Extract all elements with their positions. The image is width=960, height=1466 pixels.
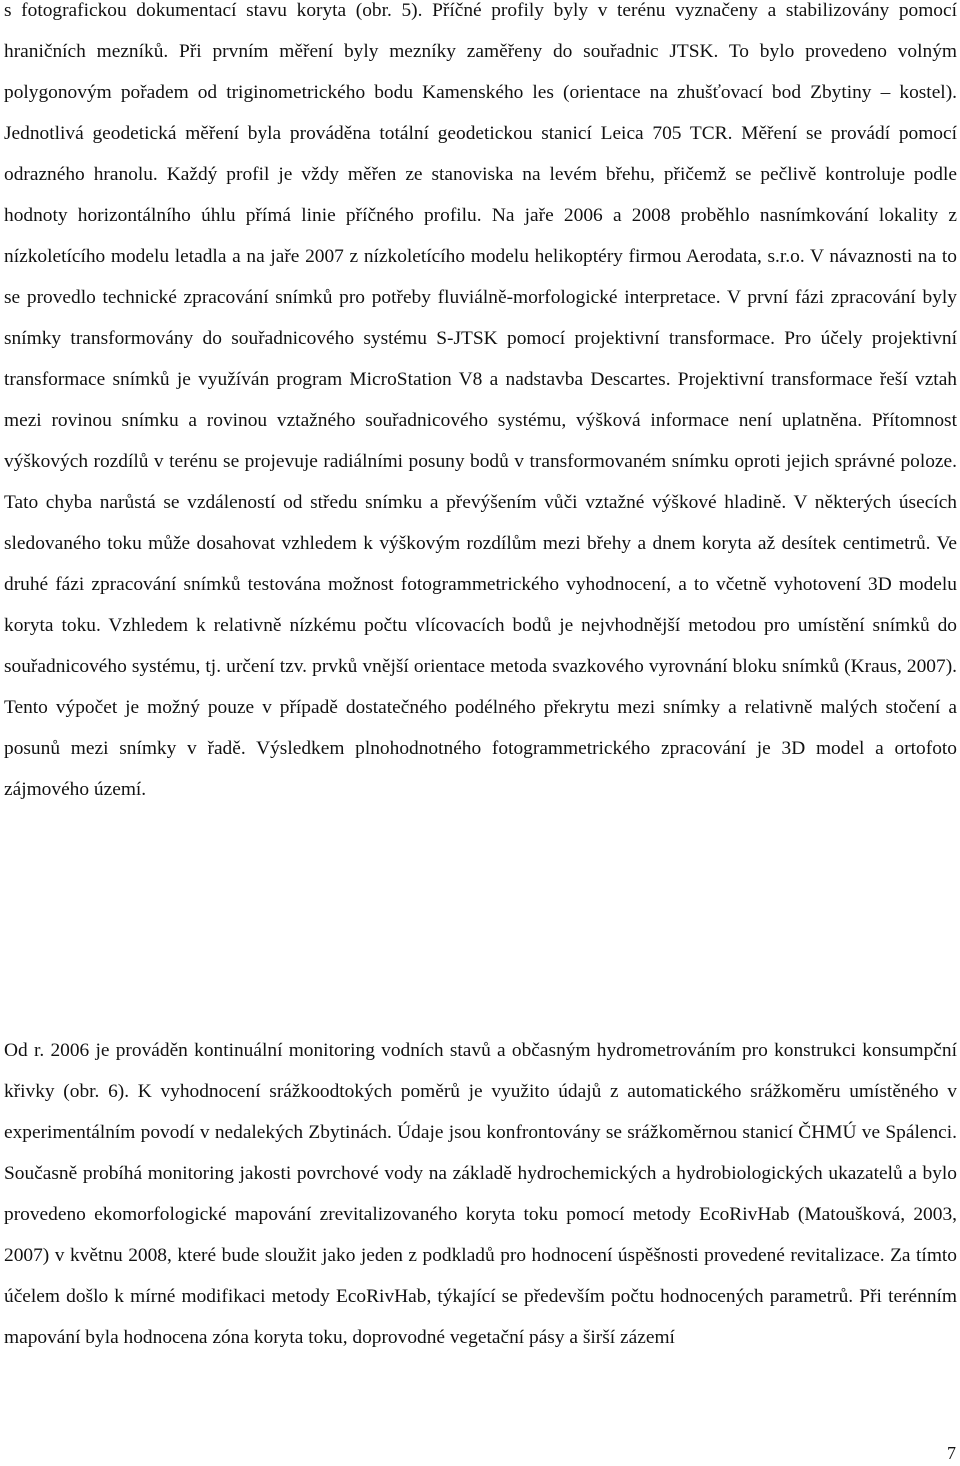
page-number: 7	[947, 1443, 956, 1463]
body-paragraph-2: Od r. 2006 je prováděn kontinuální monitoring vodních stavů a občasným hydrometrováním pro konstrukci konsumpční křivky (obr. 6). K vyhodnocení srážkoodtokých poměrů je využito údajů z automatického srážkoměru umístěného v experimentálním povodí v nedalekých Zbytinách. Údaje jsou konfrontovány se srážkoměrnou stanicí ČHMÚ ve Spálenci. Současně probíhá monitoring jakosti povrchové vody na základě hydrochemických a hydrobiologických ukazatelů a bylo provedeno ekomorfologické mapování zrevitalizovaného koryta toku pomocí metody EcoRivHab (Matoušková, 2003, 2007) v květnu 2008, které bude sloužit jako jeden z podkladů pro hodnocení úspěšnosti provedené revitalizace. Za tímto účelem došlo k mírné modifikaci metody EcoRivHab, týkající se především počtu hodnocených parametrů. Při terénním mapování byla hodnocena zóna koryta toku, doprovodné vegetační pásy a širší zázemí	[4, 1040, 957, 1348]
body-paragraph-1: s fotografickou dokumentací stavu koryta (obr. 5). Příčné profily byly v terénu vyznačeny a stabilizovány pomocí hraničních mezníků. Při prvním měření byly mezníky zaměřeny do souřadnic JTSK. To bylo provedeno volným polygonovým pořadem od triginometrického bodu Kamenského les (orientace na zhušťovací bod Zbytiny – kostel). Jednotlivá geodetická měření byla prováděna totální geodetickou stanicí Leica 705 TCR. Měření se provádí pomocí odrazného hranolu. Každý profil je vždy měřen ze stanoviska na levém břehu, přičemž se pečlivě kontroluje podle hodnoty horizontálního úhlu přímá linie příčného profilu. Na jaře 2006 a 2008 proběhlo nasnímkování lokality z nízkoletícího modelu letadla a na jaře 2007 z nízkoletícího modelu helikoptéry firmou Aerodata, s.r.o. V návaznosti na to se provedlo technické zpracování snímků pro potřeby fluviálně-morfologické interpretace. V první fázi zpracování byly snímky transformovány do souřadnicového systému S-JTSK pomocí projektivní transformace. Pro účely projektivní transformace snímků je využíván program MicroStation V8 a nadstavba Descartes. Projektivní transformace řeší vztah mezi rovinou snímku a rovinou vztažného souřadnicového systému, výšková informace není uplatněna. Přítomnost výškových rozdílů v terénu se projevuje radiálními posuny bodů v transformovaném snímku oproti jejich správné poloze. Tato chyba narůstá se vzdáleností od středu snímku a převýšením vůči vztažné výškové hladině. V některých úsecích sledovaného toku může dosahovat vzhledem k výškovým rozdílům mezi břehy a dnem koryta až desítek centimetrů. Ve druhé fázi zpracování snímků testována možnost fotogrammetrického vyhodnocení, a to včetně vyhotovení 3D modelu koryta toku. Vzhledem k relativně nízkému počtu vlícovacích bodů je nejvhodnější metodou pro umístění snímků do souřadnicového systému, tj. určení tzv. prvků vnější orientace metoda svazkového vyrovnání bloku snímků (Kraus, 2007). Tento výpočet je možný pouze v případě dostatečného podélného překrytu mezi snímky a relativně malých stočení a posunů mezi snímky v řadě. Výsledkem plnohodnotného fotogrammetrického zpracování je 3D model a ortofoto zájmového území.	[4, 0, 957, 800]
